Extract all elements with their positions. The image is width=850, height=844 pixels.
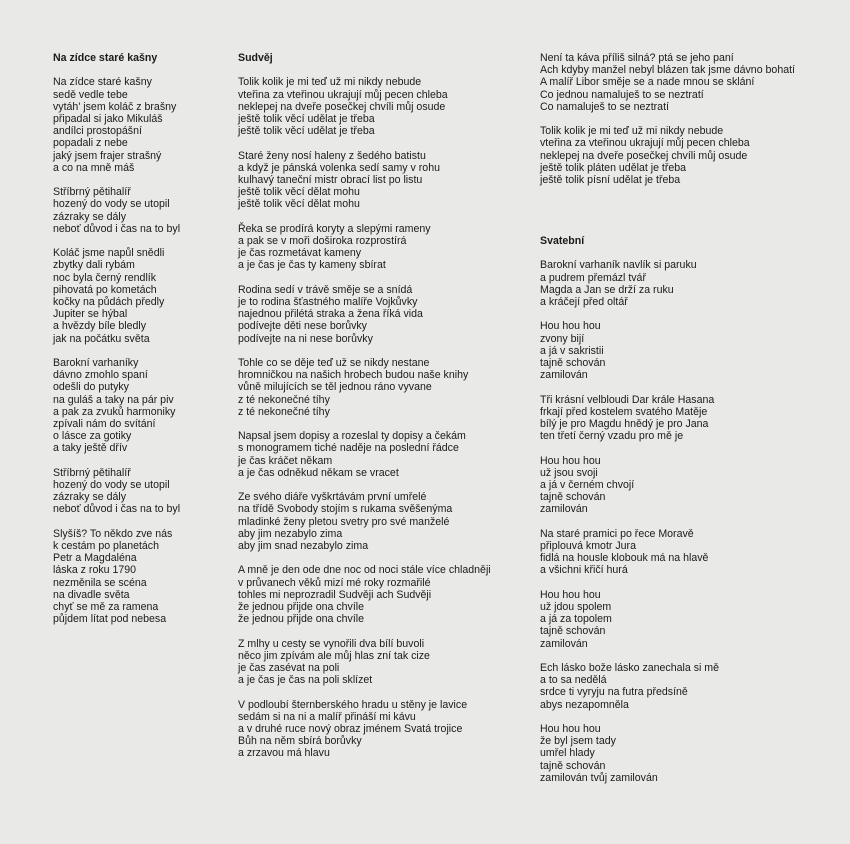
- lyric-line: ještě tolik pláten udělat je třeba: [540, 161, 687, 174]
- stanza: [238, 150, 538, 211]
- lyric-line: a to sa nedělá: [540, 674, 607, 687]
- lyric-line: hozený do vody se utopil: [53, 479, 170, 492]
- lyric-line: a já v černém chvojí: [540, 479, 635, 491]
- lyric-line: a taky ještě dřív: [53, 442, 128, 455]
- lyric-line: je čas zasévat na poli: [238, 662, 340, 675]
- stanza: [540, 528, 845, 577]
- lyric-line: tajně schován: [540, 357, 606, 369]
- lyric-line: je čas rozmetávat kameny: [238, 247, 362, 260]
- lyric-line: Řeka se prodírá koryty a slepými rameny: [238, 222, 431, 235]
- lyric-line: k cestám po planetách: [53, 540, 159, 553]
- lyric-line: a co na mně máš: [53, 161, 135, 174]
- lyric-line: jaký jsem frajer strašný: [53, 149, 162, 162]
- lyric-line: ještě tolik písní udělat je třeba: [540, 174, 681, 187]
- lyric-line: Na zídce staré kašny: [53, 76, 152, 89]
- lyric-line: Stříbrný pětihalíř: [53, 466, 131, 479]
- lyric-line: neklepej na dveře posečkej chvíli můj osude: [238, 100, 446, 113]
- lyric-line: zázraky se dály: [53, 491, 127, 504]
- lyric-line: připlouvá kmotr Jura: [540, 540, 636, 552]
- lyric-line: že jednou přijde ona chvíle: [238, 601, 365, 614]
- spacer: [540, 198, 845, 235]
- lyric-line: noc byla černý rendlík: [53, 271, 157, 284]
- lyric-line: neklepej na dveře posečkej chvíli můj osude: [540, 149, 748, 162]
- lyric-line: a všichni křičí hurá: [540, 564, 628, 577]
- lyric-line: tajně schován: [540, 759, 606, 772]
- lyric-line: ještě tolik věcí udělat je třeba: [238, 113, 375, 125]
- lyric-line: Tři krásní velbloudi Dar krále Hasana: [540, 393, 715, 406]
- lyric-line: Co namaluješ to se neztratí: [540, 100, 669, 113]
- lyric-line: ještě tolik věcí udělat je třeba: [238, 125, 375, 138]
- lyric-line: Stříbrný pětihalíř: [53, 186, 131, 199]
- lyric-line: Slyšíš? To někdo zve nás: [53, 527, 173, 540]
- lyric-line: popadali z nebe: [53, 137, 128, 150]
- lyric-line: Barokní varhaníky: [53, 357, 139, 370]
- stanza: [238, 357, 538, 418]
- lyric-line: a pudrem přemázl tvář: [540, 271, 646, 284]
- lyric-line: Hou hou hou: [540, 454, 601, 467]
- lyric-line: a je čas je čas na poli sklízet: [238, 674, 373, 687]
- lyric-line: v průvanech věků mizí mé roky rozmařilé: [238, 576, 431, 589]
- lyric-line: a pak se v moři doširoka rozprostírá: [238, 235, 407, 247]
- lyric-line: V podloubí šternberského hradu u stěny je lavice: [238, 698, 468, 711]
- lyric-line: s monogramem tiché naděje na poslední řádce: [238, 442, 459, 455]
- lyric-line: Hou hou hou: [540, 320, 601, 333]
- lyric-line: a v druhé ruce nový obraz jménem Svatá trojice: [238, 723, 463, 736]
- lyric-line: je to rodina šťastného malíře Vojkůvky: [238, 296, 418, 308]
- lyric-line: Rodina sedí v trávě směje se a snídá: [238, 283, 413, 296]
- lyric-line: zamilován: [540, 503, 588, 516]
- lyric-line: vůně milujících se těl jednou ráno vyvane: [238, 381, 432, 394]
- lyric-line: aby jim nezabylo zima: [238, 527, 343, 540]
- stanza: [540, 589, 845, 650]
- lyric-line: kulhavý taneční mistr obrací list po listu: [238, 174, 423, 186]
- stanza: [53, 186, 233, 235]
- lyric-line: něco jim zpívám ale můj hlas zní tak cize: [238, 649, 430, 662]
- stanza: [238, 491, 538, 552]
- lyric-line: Bůh na něm sbírá borůvky: [238, 735, 362, 748]
- lyric-line: ještě tolik věcí dělat mohu: [238, 198, 360, 211]
- lyric-line: frkají před kostelem svatého Matěje: [540, 405, 708, 418]
- lyric-line: zamilován tvůj zamilován: [540, 771, 658, 784]
- song-svatebni: [540, 235, 845, 784]
- lyric-line: Hou hou hou: [540, 588, 601, 601]
- lyric-line: Jupiter se hýbal: [53, 308, 128, 321]
- lyric-line: kočky na půdách předly: [53, 296, 165, 309]
- lyric-line: zázraky se dály: [53, 210, 127, 223]
- stanza: [238, 638, 538, 687]
- lyric-line: Hou hou hou: [540, 723, 601, 735]
- column-3: [540, 52, 845, 796]
- lyric-line: Na staré pramici po řece Moravě: [540, 527, 694, 540]
- lyric-line: sedě vedle tebe: [53, 88, 128, 101]
- lyric-line: láska z roku 1790: [53, 564, 137, 577]
- lyric-line: umřel hlady: [540, 747, 595, 760]
- lyric-line: na třídě Svobody stojím s rukama svěšenýma: [238, 503, 453, 516]
- lyric-line: a je čas odněkud někam se vracet: [238, 466, 399, 479]
- lyric-line: chyť se mě za ramena: [53, 601, 159, 614]
- lyric-line: podívejte děti nese borůvky: [238, 320, 367, 333]
- lyric-line: na guláš a taky na pár piv: [53, 393, 174, 406]
- lyric-line: fidlá na housle klobouk má na hlavě: [540, 552, 709, 565]
- lyric-line: Staré ženy nosí haleny z šedého batistu: [238, 149, 426, 162]
- lyric-line: ještě tolik věcí dělat mohu: [238, 186, 360, 199]
- lyric-line: Ach kdyby manžel nebyl blázen tak jsme dávno bohatí: [540, 64, 795, 77]
- lyric-line: že jednou přijde ona chvíle: [238, 613, 365, 626]
- lyric-line: vteřina za vteřinou ukrajují můj pecen chleba: [540, 137, 750, 150]
- lyric-line: Magda a Jan se drží za ruku: [540, 283, 674, 296]
- lyric-line: andílci prostopášní: [53, 125, 142, 138]
- stanza: [53, 467, 233, 516]
- lyric-line: a hvězdy bíle bledly: [53, 320, 147, 333]
- stanza: [53, 247, 233, 345]
- song-title: Sudvěj: [238, 52, 273, 64]
- lyric-line: A mně je den ode dne noc od noci stále více chladněji: [238, 564, 491, 577]
- song-na-zidce-stare-kasny: [53, 52, 233, 625]
- lyric-line: Napsal jsem dopisy a rozeslal ty dopisy a čekám: [238, 430, 466, 443]
- stanza: [53, 528, 233, 626]
- stanza: [53, 357, 233, 455]
- lyric-line: bílý je pro Magdu hnědý je pro Jana: [540, 418, 709, 430]
- lyric-line: půjdem lítat pod nebesa: [53, 613, 167, 626]
- lyric-line: Tolik kolik je mi teď už mi nikdy nebude: [238, 76, 422, 89]
- lyric-line: Petr a Magdaléna: [53, 552, 137, 565]
- lyric-line: zbytky dali rybám: [53, 259, 135, 272]
- lyric-line: zvony bijí: [540, 332, 585, 345]
- lyric-line: a pak za zvuků harmoniky: [53, 405, 176, 418]
- lyric-line: zpívali nám do svítání: [53, 418, 156, 431]
- stanza: [540, 125, 845, 186]
- stanza: [238, 430, 538, 479]
- lyric-line: jak na počátku světa: [53, 332, 150, 345]
- lyric-line: na divadle světa: [53, 588, 130, 601]
- lyric-line: tajně schován: [540, 625, 606, 638]
- song-sudvej: [238, 52, 538, 760]
- lyric-line: vytáh' jsem koláč z brašny: [53, 100, 177, 113]
- lyric-line: a já za topolem: [540, 613, 612, 626]
- column-2: [238, 52, 538, 772]
- lyric-line: nezměnila se scéna: [53, 576, 147, 589]
- stanza: [540, 455, 845, 516]
- lyric-line: mladinké ženy pletou svetry pro své manželé: [238, 515, 450, 528]
- stanza: [540, 52, 845, 113]
- lyric-line: hromničkou na našich hrobech budou naše knihy: [238, 369, 469, 382]
- stanza: [238, 284, 538, 345]
- stanza: [238, 564, 538, 625]
- lyric-line: neboť důvod i čas na to byl: [53, 503, 181, 516]
- lyric-line: a já v sakristii: [540, 344, 604, 357]
- lyric-line: vteřina za vteřinou ukrajují můj pecen chleba: [238, 88, 448, 101]
- lyric-line: Barokní varhaník navlík si paruku: [540, 259, 697, 272]
- lyric-line: A malíř Libor směje se a nade mnou se sklání: [540, 76, 755, 89]
- stanza: [540, 662, 845, 711]
- lyric-line: zamilován: [540, 637, 588, 650]
- lyric-line: už jdou spolem: [540, 601, 612, 613]
- lyric-line: Ze svého diáře vyškrtávám první umřelé: [238, 491, 427, 504]
- song-sudvej-continued: [540, 52, 845, 186]
- lyric-line: srdce ti vyryju na futra předsíně: [540, 686, 688, 699]
- lyric-line: připadal si jako Mikuláš: [53, 113, 163, 125]
- lyric-line: sedám si na ni a malíř přináší mi kávu: [238, 710, 416, 723]
- lyric-line: tajně schován: [540, 491, 606, 504]
- lyric-line: odešli do putyky: [53, 381, 129, 394]
- lyric-line: Co jednou namaluješ to se neztratí: [540, 88, 704, 101]
- stanza: [53, 76, 233, 174]
- lyric-line: z té nekonečné tíhy: [238, 393, 330, 406]
- lyric-line: z té nekonečné tíhy: [238, 405, 330, 418]
- lyric-line: Z mlhy u cesty se vynořili dva bílí buvoli: [238, 637, 425, 650]
- lyric-line: a zrzavou má hlavu: [238, 747, 330, 760]
- lyric-line: abys nezapomněla: [540, 698, 629, 711]
- lyric-line: a je čas je čas ty kameny sbírat: [238, 259, 386, 272]
- stanza: [540, 320, 845, 381]
- lyric-line: o lásce za gotiky: [53, 430, 132, 443]
- lyric-line: Tohle co se děje teď už se nikdy nestane: [238, 357, 430, 369]
- lyric-line: podívejte na ni nese borůvky: [238, 332, 373, 345]
- lyric-line: že byl jsem tady: [540, 735, 616, 748]
- lyric-line: dávno zmohlo spaní: [53, 369, 148, 382]
- stanza: [238, 76, 538, 137]
- lyric-line: Není ta káva příliš silná? ptá se jeho paní: [540, 52, 734, 64]
- lyric-line: neboť důvod i čas na to byl: [53, 222, 181, 235]
- lyric-line: zamilován: [540, 369, 588, 382]
- lyric-line: Ech lásko bože lásko zanechala si mě: [540, 662, 720, 674]
- lyric-line: už jsou svoji: [540, 466, 598, 479]
- lyric-line: najednou přilétá straka a žena říká vida: [238, 308, 423, 321]
- lyric-line: a kráčejí před oltář: [540, 296, 628, 308]
- stanza: [238, 699, 538, 760]
- lyric-line: a když je pánská volenka sedí samy v rohu: [238, 161, 440, 174]
- column-1: [53, 52, 233, 638]
- stanza: [238, 223, 538, 272]
- stanza: [540, 394, 845, 443]
- lyric-line: je čas kráčet někam: [238, 454, 333, 467]
- lyric-line: Tolik kolik je mi teď už mi nikdy nebude: [540, 125, 724, 138]
- song-title: Svatební: [540, 235, 585, 247]
- lyric-line: pihovatá po kometách: [53, 283, 157, 296]
- song-title: Na zídce staré kašny: [53, 52, 158, 64]
- lyric-line: tohles mi neprozradil Sudvěji ach Sudvěji: [238, 588, 432, 601]
- lyric-line: hozený do vody se utopil: [53, 198, 170, 211]
- stanza: [540, 259, 845, 308]
- lyric-line: aby jim snad nezabylo zima: [238, 540, 369, 553]
- lyric-line: ten třetí černý vzadu pro mě je: [540, 430, 684, 443]
- lyric-line: Koláč jsme napůl snědli: [53, 247, 165, 260]
- stanza: [540, 723, 845, 784]
